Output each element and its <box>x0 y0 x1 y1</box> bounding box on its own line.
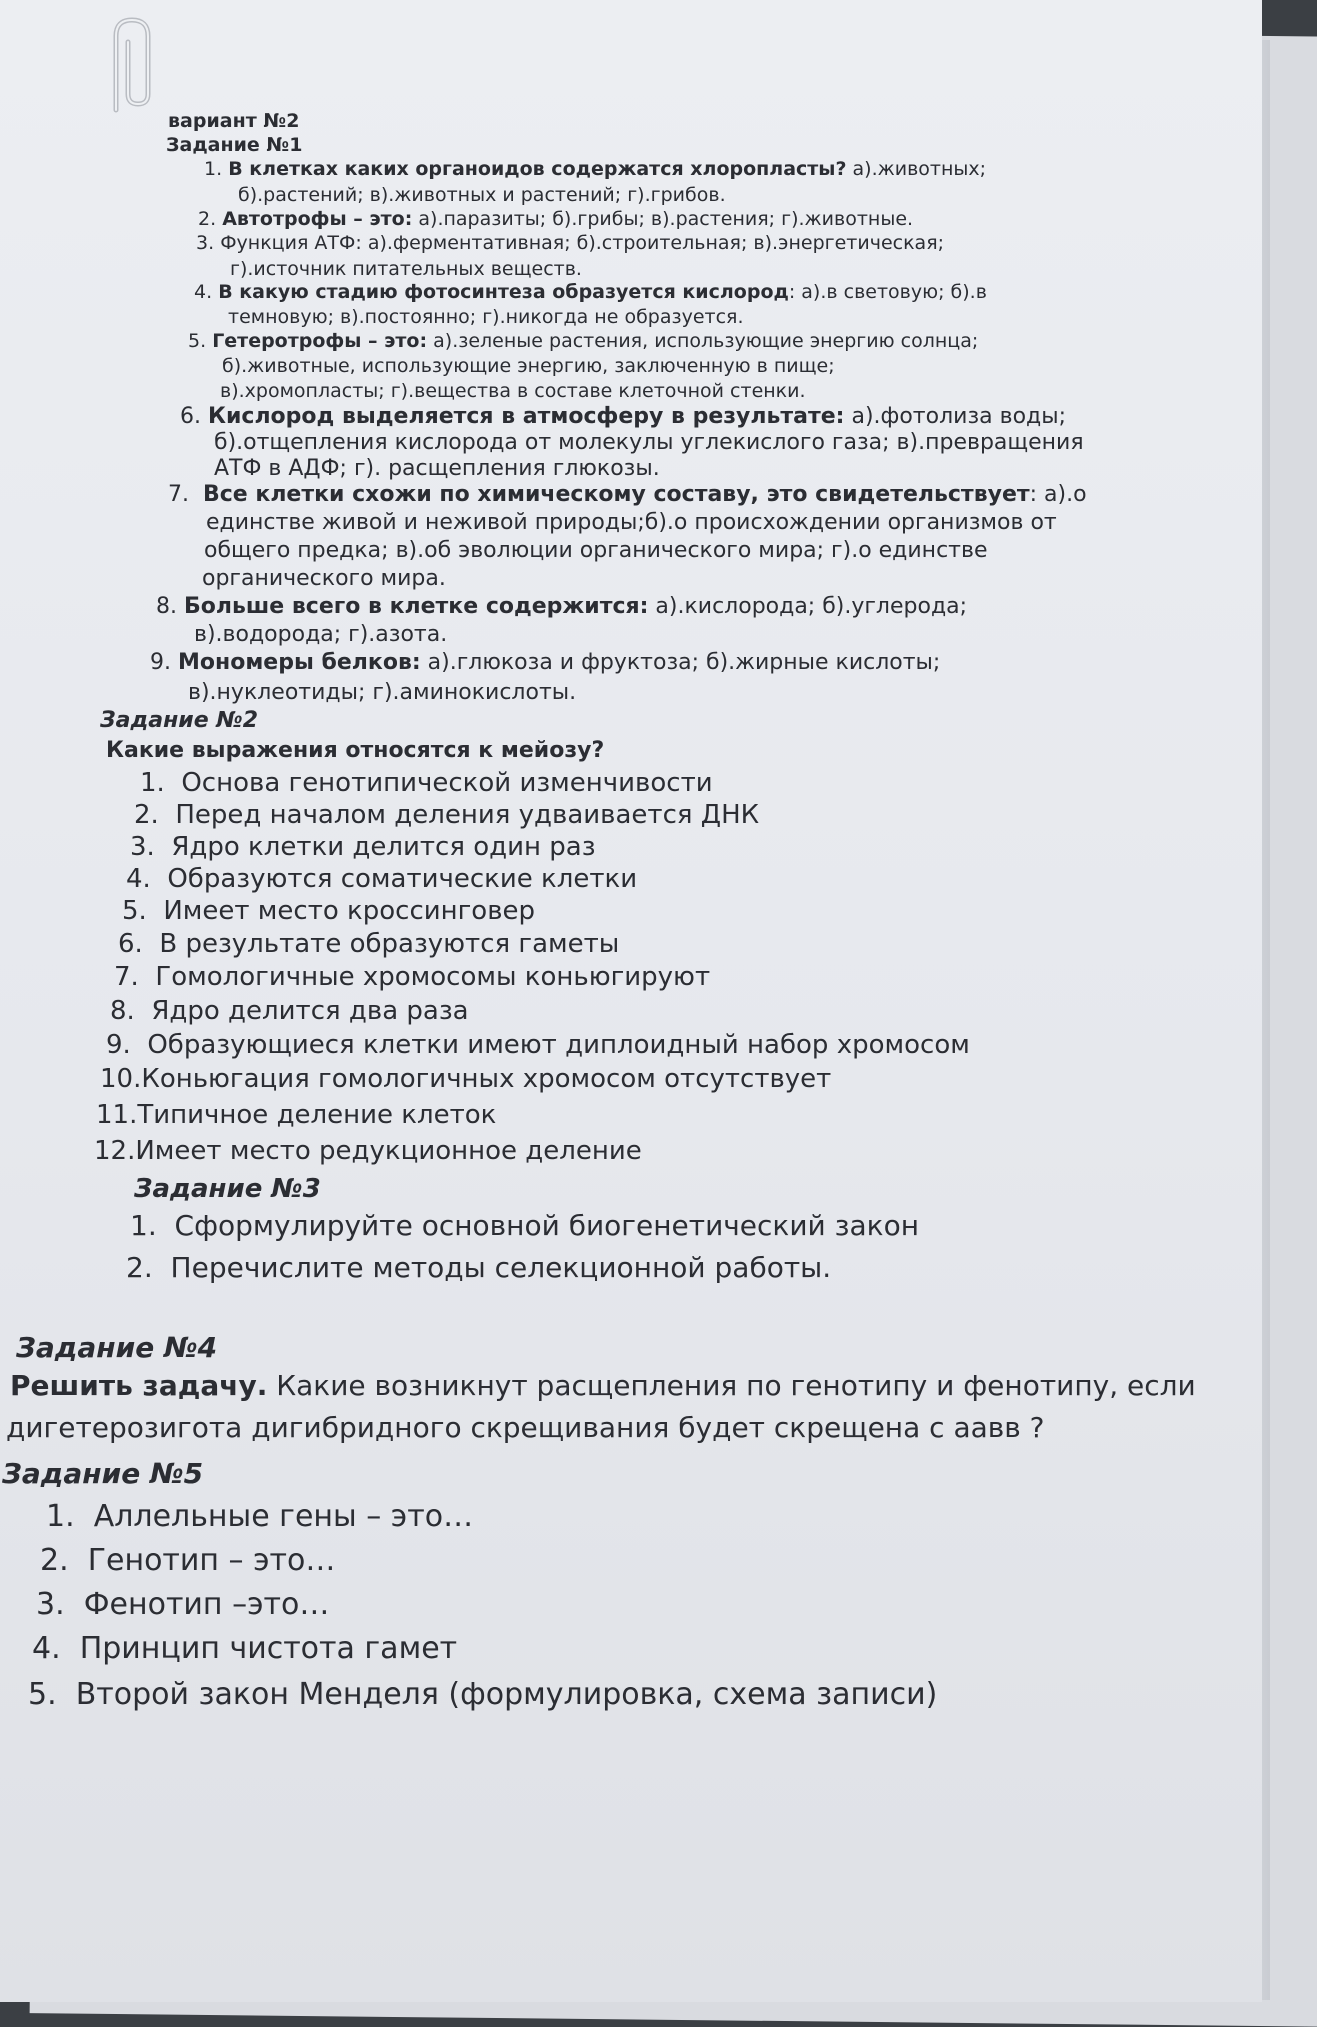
q-rest: : а).о <box>1029 482 1087 507</box>
task4-problem-cont: дигетерозигота дигибридного скрещивания будет скрещена с аавв ? <box>6 1411 1045 1444</box>
q-rest: а).фотолиза воды; <box>844 404 1067 429</box>
q-number: 9. <box>150 650 171 675</box>
task4-bold: Решить задачу. <box>10 1369 268 1402</box>
q-rest: а).зеленые растения, использующие энергию солнца; <box>427 330 979 352</box>
task2-item-4: 4. Образуются соматические клетки <box>126 864 638 894</box>
task1-question-8-cont: в).водорода; г).азота. <box>194 622 448 647</box>
task3-item-1: 1. Сформулируйте основной биогенетический закон <box>130 1209 920 1242</box>
task1-question-5 <box>188 332 978 351</box>
q-rest: а).глюкоза и фруктоза; б).жирные кислоты; <box>420 650 941 675</box>
task1-question-7-cont2: общего предка; в).об эволюции органического мира; г).о единстве <box>204 538 988 563</box>
q-number: 7. <box>168 482 189 507</box>
task2-item-9: 9. Образующиеся клетки имеют диплоидный набор хромосом <box>106 1030 970 1060</box>
task1-question-6-cont1: б).отщепления кислорода от молекулы углекислого газа; в).превращения <box>214 430 1084 455</box>
q-bold: Мономеры белков: <box>178 650 421 675</box>
q-text: Функция АТФ: а).ферментативная; б).строительная; в).энергетическая; <box>220 232 945 254</box>
task2-item-7: 7. Гомологичные хромосомы коньюгируют <box>114 962 711 992</box>
task2-item-12: 12.Имеет место редукционное деление <box>94 1136 642 1166</box>
task1-question-6-cont2: АТФ в АДФ; г). расщепления глюкозы. <box>214 456 660 481</box>
q-bold: Автотрофы – это: <box>222 208 413 230</box>
task5-item-2: 2. Генотип – это… <box>40 1543 336 1578</box>
q-rest: а).паразиты; б).грибы; в).растения; г).животные. <box>412 208 914 230</box>
task2-question: Какие выражения относятся к мейозу? <box>106 738 605 763</box>
task1-question-9-cont: в).нуклеотиды; г).аминокислоты. <box>188 680 577 705</box>
q-rest: а).кислорода; б).углерода; <box>648 594 968 619</box>
task5-item-3: 3. Фенотип –это… <box>36 1587 330 1622</box>
task2-item-6: 6. В результате образуются гаметы <box>118 929 620 959</box>
q-number: 4. <box>194 281 213 303</box>
task1-question-5-cont1: б).животные, использующие энергию, заключенную в пище; <box>222 355 835 377</box>
q-rest: : а).в световую; б).в <box>788 281 987 303</box>
task1-question-9 <box>150 652 940 674</box>
q-number: 6. <box>180 404 201 429</box>
q-number: 2. <box>198 208 217 230</box>
q-bold: Кислород выделяется в атмосферу в результате: <box>208 404 845 429</box>
task1-question-7 <box>168 484 1087 506</box>
task1-question-7-cont1: единстве живой и неживой природы;б).о происхождении организмов от <box>206 510 1057 535</box>
task2-item-1: 1. Основа генотипической изменчивости <box>140 768 713 798</box>
task3-heading: Задание №3 <box>134 1174 321 1204</box>
task1-question-4 <box>194 283 987 302</box>
q-rest: а).животных; <box>846 158 987 180</box>
task1-question-7-cont3: органического мира. <box>202 566 446 591</box>
task2-item-2: 2. Перед началом деления удваивается ДНК <box>134 800 760 830</box>
task5-item-4: 4. Принцип чистота гамет <box>32 1631 458 1666</box>
q-number: 5. <box>188 330 207 352</box>
variant-title: вариант №2 <box>168 110 300 132</box>
task2-item-11: 11.Типичное деление клеток <box>96 1100 497 1130</box>
task1-question-1-cont: б).растений; в).животных и растений; г).грибов. <box>238 184 726 206</box>
q-bold: В клетках каких органоидов содержатся хлоропласты? <box>228 158 847 180</box>
task1-question-3 <box>196 234 944 253</box>
task5-item-1: 1. Аллельные гены – это… <box>46 1499 474 1534</box>
task4-rest: Какие возникнут расщепления по генотипу и фенотипу, если <box>267 1369 1196 1402</box>
q-bold: Больше всего в клетке содержится: <box>184 594 649 619</box>
task4-problem <box>10 1369 1196 1402</box>
task1-question-2 <box>198 210 913 229</box>
q-bold: Гетеротрофы – это: <box>212 330 428 352</box>
paper-clip-icon <box>86 14 196 124</box>
task4-heading: Задание №4 <box>16 1331 218 1364</box>
task3-item-2: 2. Перечислите методы селекционной работы. <box>126 1251 832 1284</box>
task2-item-5: 5. Имеет место кроссинговер <box>122 896 536 926</box>
q-number: 3. <box>196 232 215 254</box>
task1-question-8 <box>156 596 967 618</box>
task2-heading: Задание №2 <box>100 708 259 733</box>
task1-heading: Задание №1 <box>166 134 303 156</box>
q-number: 1. <box>204 158 223 180</box>
q-bold: Все клетки схожи по химическому составу, это свидетельствует <box>203 482 1030 507</box>
task2-item-10: 10.Коньюгация гомологичных хромосом отсутствует <box>100 1064 832 1094</box>
task1-question-4-cont: темновую; в).постоянно; г).никогда не образуется. <box>228 306 744 328</box>
task2-item-3: 3. Ядро клетки делится один раз <box>130 832 596 862</box>
task1-question-3-cont: г).источник питательных веществ. <box>230 258 582 280</box>
task1-question-5-cont2: в).хромопласты; г).вещества в составе клеточной стенки. <box>220 380 806 402</box>
q-bold: В какую стадию фотосинтеза образуется кислород <box>218 281 789 303</box>
task5-heading: Задание №5 <box>2 1457 204 1490</box>
task1-question-6 <box>180 406 1066 428</box>
q-number: 8. <box>156 594 177 619</box>
task5-item-5: 5. Второй закон Менделя (формулировка, схема записи) <box>28 1677 938 1712</box>
task1-question-1 <box>204 160 986 179</box>
task2-item-8: 8. Ядро делится два раза <box>110 996 469 1026</box>
